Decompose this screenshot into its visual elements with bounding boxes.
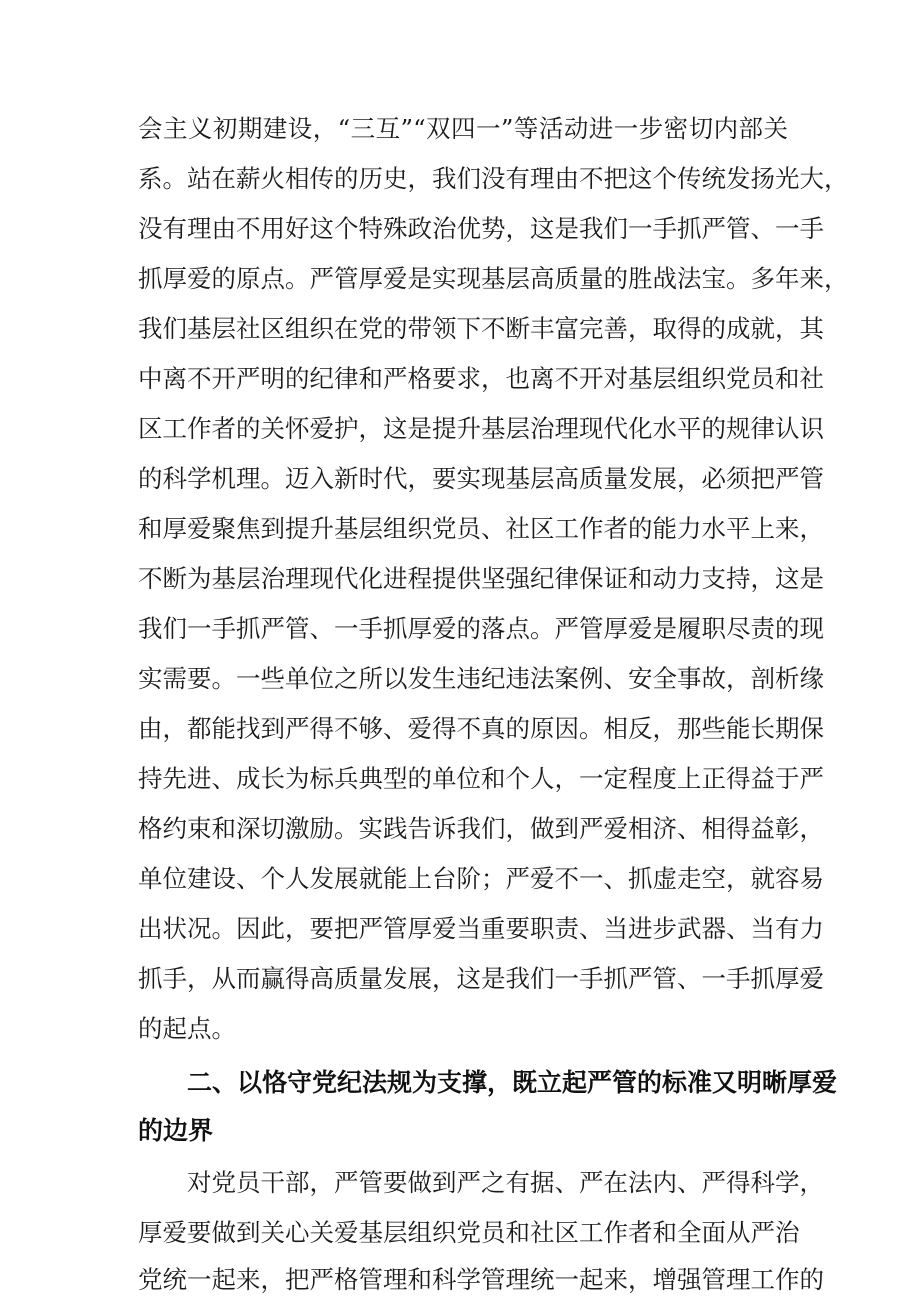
paragraph-line: 会主义初期建设，“三互”“双四一”等活动进一步密切内部关 [138,114,788,143]
paragraph-line: 实需要。一些单位之所以发生违纪违法案例、安全事故，剖析缘 [138,664,824,693]
paragraph-line: 抓手，从而赢得高质量发展，这是我们一手抓严管、一手抓厚爱 [138,964,824,993]
paragraph-line: 出状况。因此，要把严管厚爱当重要职责、当进步武器、当有力 [138,914,824,943]
paragraph-line: 厚爱要做到关心关爱基层组织党员和社区工作者和全面从严治 [138,1218,800,1247]
paragraph-line: 抓厚爱的原点。严管厚爱是实现基层高质量的胜战法宝。多年来， [138,264,849,293]
paragraph-line: 系。站在薪火相传的历史，我们没有理由不把这个传统发扬光大， [138,164,849,193]
paragraph-line: 没有理由不用好这个特殊政治优势，这是我们一手抓严管、一手 [138,214,824,243]
paragraph-line: 格约束和深切激励。实践告诉我们，做到严爱相济、相得益彰， [138,814,824,843]
paragraph-line: 党统一起来，把严格管理和科学管理统一起来，增强管理工作的 [138,1265,824,1294]
paragraph-line: 的起点。 [138,1014,236,1043]
paragraph-line: 中离不开严明的纪律和严格要求，也离不开对基层组织党员和社 [138,364,824,393]
paragraph-line: 我们一手抓严管、一手抓厚爱的落点。严管厚爱是履职尽责的现 [138,614,824,643]
paragraph-line: 的科学机理。迈入新时代，要实现基层高质量发展，必须把严管 [138,464,824,493]
heading-line: 的边界 [138,1116,214,1145]
paragraph-line: 区工作者的关怀爱护，这是提升基层治理现代化水平的规律认识 [138,414,824,443]
paragraph-line: 我们基层社区组织在党的带领下不断丰富完善，取得的成就，其 [138,314,824,343]
paragraph-line: 不断为基层治理现代化进程提供坚强纪律保证和动力支持，这是 [138,564,824,593]
paragraph-line: 持先进、成长为标兵典型的单位和个人，一定程度上正得益于严 [138,764,824,793]
paragraph-line: 对党员干部，严管要做到严之有据、严在法内、严得科学， [187,1168,824,1197]
heading-line: 二、以恪守党纪法规为支撑，既立起严管的标准又明晰厚爱 [187,1068,838,1097]
paragraph-line: 和厚爱聚焦到提升基层组织党员、社区工作者的能力水平上来， [138,514,824,543]
paragraph-line: 由，都能找到严得不够、爱得不真的原因。相反，那些能长期保 [138,714,824,743]
paragraph-line: 单位建设、个人发展就能上台阶；严爱不一、抓虚走空，就容易 [138,864,824,893]
